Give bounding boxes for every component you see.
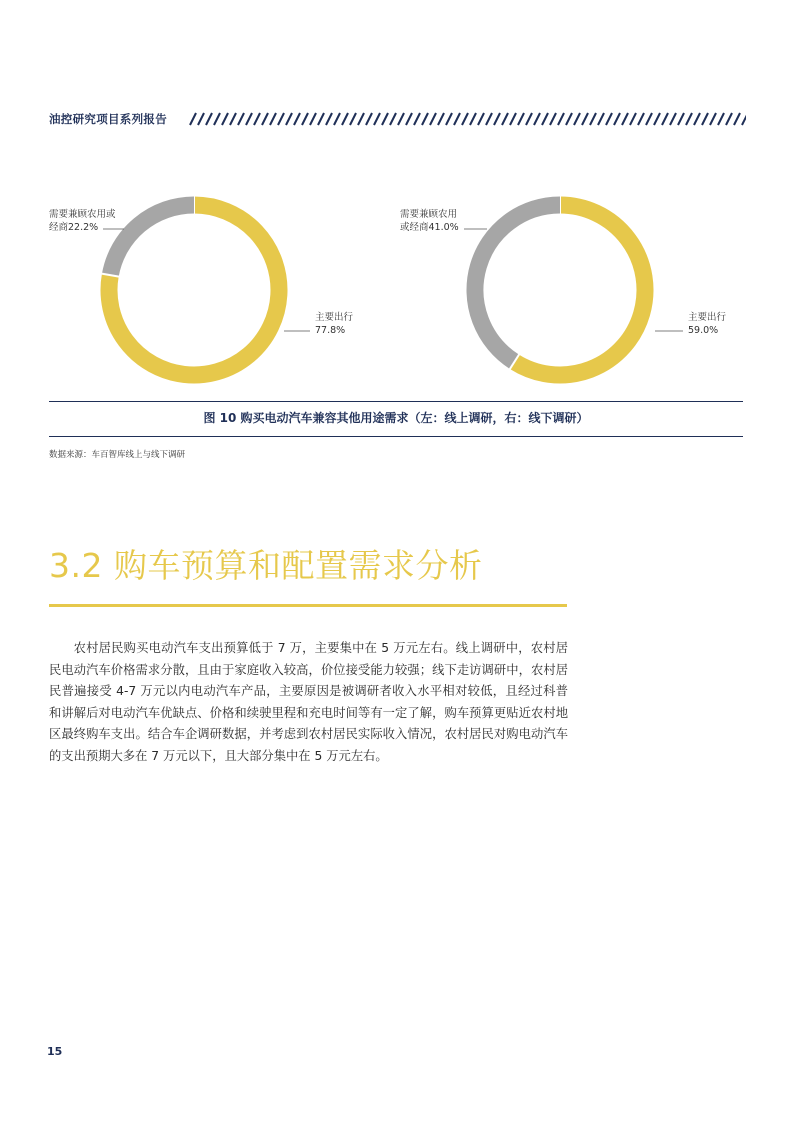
left-other-label-line2: 经商 [49,222,69,233]
left-main-value: 77.8% [315,325,346,336]
left-other-label-line1: 需要兼顾农用或 [49,209,116,220]
section-heading: 3.2 购车预算和配置需求分析 [49,546,483,585]
left-main-label-text: 主要出行 [315,312,354,323]
figure-caption: 图 10 购买电动汽车兼容其他用途需求（左：线上调研，右：线下调研） [203,411,589,425]
donut-charts [0,0,793,400]
right-main-label [688,311,726,337]
donut-slice [514,205,645,375]
donut-chart-online [101,196,279,376]
report-series-title: 油控研究项目系列报告 [49,112,167,126]
section-paragraph: 农村居民购买电动汽车支出预算低于 7 万，主要集中在 5 万元左右。线上调研中，农村居民电动汽车价格需求分散，且由于家庭收入较高，价位接受能力较强；线下走访调研中，农村居民普遍接受 4-7 万元以内电动汽车产品，主要原因是被调研者收入水平相对较低，且经过科普和讲解后对电动汽车优缺点、价格和续驶里程和充电时间等有一定了解，购车预算更贴近农村地区最终购车支出。结合车企调研数据，并考虑到农村居民实际收入情况，农村居民对购电动汽车的支出预期大多在 7 万元以下，且大部分集中在 5 万元左右。 [49,641,568,763]
donut-slice [110,205,194,275]
right-other-label-line2: 或经商 [400,222,429,233]
left-main-label [315,311,353,337]
right-other-label [400,208,459,234]
page-number: 15 [47,1045,63,1058]
caption-top-rule [49,401,743,402]
right-main-label-text: 主要出行 [688,312,727,323]
caption-bottom-rule [49,436,743,437]
data-source-note: 数据来源：车百智库线上与线下调研 [49,450,186,460]
donut-slice [475,205,560,362]
left-other-label [49,208,116,234]
right-other-value: 41.0% [428,222,459,233]
right-other-label-line1: 需要兼顾农用 [400,209,458,220]
right-main-value: 59.0% [688,325,719,336]
section-heading-underline [49,604,567,607]
left-other-value: 22.2% [68,222,99,233]
donut-chart-offline [475,196,645,376]
